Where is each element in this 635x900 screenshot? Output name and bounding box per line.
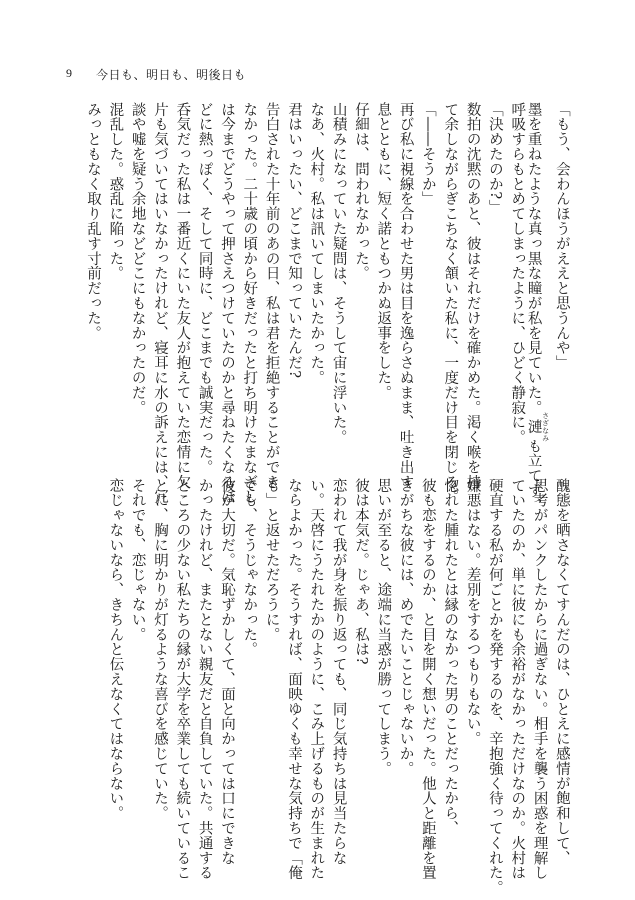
text-line: なかった。二十歳の頃から好きだったと打ち明けたまなざし xyxy=(241,102,258,505)
text-line: 思考がパンクしたからに過ぎない。相手を襲う困惑を理解し xyxy=(531,478,548,881)
text-line: ていたのか、単に彼にも余裕がなかっただけなのか。火村は xyxy=(509,478,526,881)
text-line: 惚れた腫れたとは縁のなかった男のことだったから、 xyxy=(442,478,459,836)
text-line: 醜態を晒さなくてすんだのは、ひとえに感情が飽和して、 xyxy=(553,478,570,866)
text-line: 彼が大切だ。気恥ずかしくて、面と向かっては口にできな xyxy=(218,478,235,866)
text-line: 山積みになっていた疑問は、そうして宙に浮いた。 xyxy=(330,102,347,445)
text-line: 呑気だった私は一番近くにいた友人が抱えていた恋情に欠 xyxy=(174,102,191,490)
text-line: 君はいったい、どこまで知っていたんだ? xyxy=(285,102,302,379)
text-line: い。天啓にうたれたかのように、こみ上げるものが生まれた xyxy=(308,478,325,881)
text-line: 嫌悪はない。差別をするつもりもない。 xyxy=(464,478,481,747)
text-line: 混乱した。惑乱に陥った。 xyxy=(107,102,124,281)
text-line: ならよかった。そうすれば、面映ゆくも幸せな気持ちで「俺 xyxy=(285,478,302,881)
ruby-reading: さざなみ xyxy=(541,411,550,442)
text-line: 彼も恋をするのか、と目を開く想いだった。他人と距離を置 xyxy=(419,478,436,881)
text-line: でも、そうじゃなかった。 xyxy=(241,478,258,657)
text-line: 「――そうか」 xyxy=(419,102,436,207)
text-line: 硬直する私が何ごとかを発するのを、辛抱強く待ってくれた。 xyxy=(486,478,503,896)
text-line: とに、胸に明かりが灯るような喜びを感じていた。 xyxy=(151,478,168,821)
text-line: かったけれど、またとない親友だと自負していた。共通する xyxy=(196,478,213,881)
text-line: それでも、恋じゃない。 xyxy=(129,478,146,642)
text-line: も」と返せただろうに。 xyxy=(263,478,280,642)
text-line: 思いが至ると、途端に当惑が勝ってしまう。 xyxy=(375,478,392,776)
text-line: て余しながらぎこちなく頷いた私に、一度だけ目を閉じる。 xyxy=(442,102,459,505)
text-line: 数拍の沈黙のあと、彼はそれだけを確かめた。渇く喉を持 xyxy=(464,102,481,490)
upper-text-block xyxy=(82,102,572,513)
text-line: 「決めたのか?」 xyxy=(486,102,503,215)
text-line: 「もう、会わんほうがええと思うんや」 xyxy=(553,102,570,371)
text-line: 告白された十年前のあの日、私は君を拒絶することができ xyxy=(263,102,280,490)
text-line: 再び私に視線を合わせた男は目を逸らさぬまま、吐き出す xyxy=(397,102,414,490)
page-number: 9 xyxy=(66,66,72,80)
text-line: みっともなく取り乱す寸前だった。 xyxy=(85,102,101,341)
text-line: 息とともに、短く諾ともつかぬ返事をした。 xyxy=(375,102,392,400)
text-line: 仔細は、問われなかった。 xyxy=(352,102,369,281)
text-line: 恋じゃないなら、きちんと伝えなくてはならない。 xyxy=(107,478,124,821)
text-line: 墨を重ねたような真っ黒な瞳が私を見ていた。漣 さざなみも立てず、 xyxy=(525,102,550,513)
ruby-annotation: 漣 さざなみ xyxy=(525,411,550,442)
text-line: 談や嘘を疑う余地などどこにもなかったのだ。 xyxy=(129,102,146,415)
running-head: 今日も、明日も、明後日も xyxy=(96,68,247,82)
text-line: なあ、火村。私は訊いてしまいたかった。 xyxy=(308,102,325,386)
text-line: 恋われて我が身を振り返っても、同じ気持ちは見当たらな xyxy=(330,478,347,866)
text-line: 呼吸すらもとめてしまったように、ひどく静寂に。 xyxy=(509,102,526,445)
text-line: 彼は本気だ。じゃあ、私は? xyxy=(352,478,369,665)
text-line: は今までどうやって押さえつけていたのかと尋ねたくなるほ xyxy=(218,102,235,505)
text-line: きがちな彼には、めでたいことじゃないか。 xyxy=(397,478,414,776)
text-line: 片も気づいてはいなかったけれど、寝耳に水の訴えには、冗 xyxy=(151,102,168,505)
text-line: ところの少ない私たちの縁が大学を卒業しても続いているこ xyxy=(174,478,191,881)
lower-text-block xyxy=(82,478,572,896)
text-line: どに熱っぽく、そして同時に、どこまでも誠実だった。 xyxy=(196,102,213,475)
